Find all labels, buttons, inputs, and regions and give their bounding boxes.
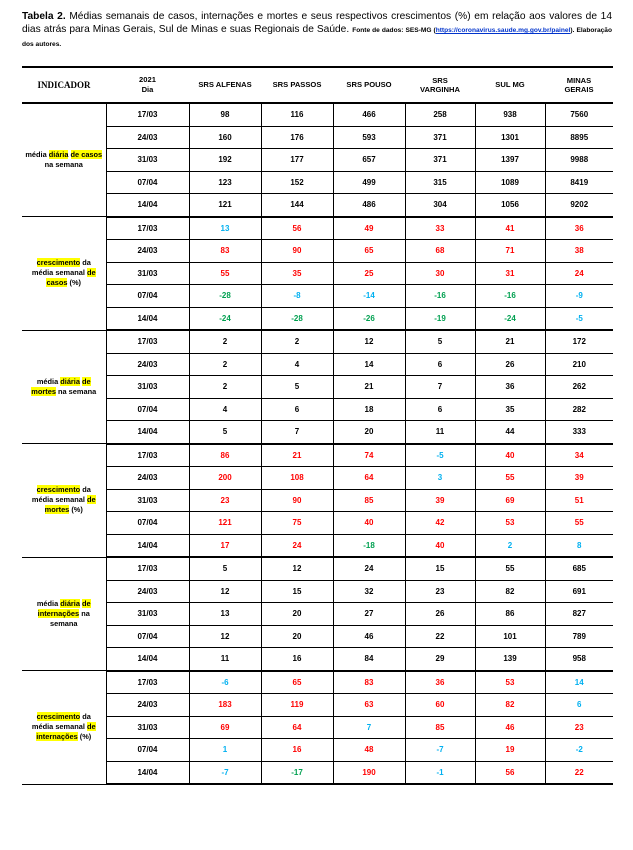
indicator-label-part: da média semanal: [31, 485, 91, 505]
indicator-label-part: da média semanal: [31, 258, 91, 278]
value-cell: 40: [475, 444, 545, 467]
value-cell: 53: [475, 671, 545, 694]
header-col: SRS ALFENAS: [189, 67, 261, 103]
value-cell: 6: [405, 398, 475, 421]
date-cell: 17/03: [106, 330, 189, 353]
header-year: 2021: [139, 75, 156, 84]
table-row: [22, 171, 613, 194]
date-cell: 24/03: [106, 353, 189, 376]
value-cell: 34: [545, 444, 613, 467]
value-cell: -1: [405, 761, 475, 784]
indicator-label-part: de internações: [36, 722, 96, 742]
indicator-label: [22, 330, 106, 444]
table-row: [22, 194, 613, 217]
table-row: [22, 467, 613, 490]
table-row: [22, 262, 613, 285]
table-row: [22, 330, 613, 353]
value-cell: 23: [405, 580, 475, 603]
value-cell: 68: [405, 240, 475, 263]
table-row: [22, 103, 613, 126]
date-cell: 14/04: [106, 534, 189, 557]
value-cell: 53: [475, 512, 545, 535]
value-cell: 36: [475, 376, 545, 399]
value-cell: -17: [261, 761, 333, 784]
value-cell: 9202: [545, 194, 613, 217]
date-cell: 31/03: [106, 376, 189, 399]
value-cell: 39: [405, 489, 475, 512]
value-cell: 55: [189, 262, 261, 285]
date-cell: 31/03: [106, 603, 189, 626]
table-row: [22, 694, 613, 717]
header-col: SRS VARGINHA: [405, 67, 475, 103]
value-cell: 7560: [545, 103, 613, 126]
table-row: [22, 716, 613, 739]
value-cell: 1: [189, 739, 261, 762]
value-cell: 46: [475, 716, 545, 739]
value-cell: -26: [333, 307, 405, 330]
value-cell: 8: [545, 534, 613, 557]
value-cell: 15: [405, 557, 475, 580]
date-cell: 17/03: [106, 444, 189, 467]
value-cell: 90: [261, 240, 333, 263]
date-cell: 24/03: [106, 240, 189, 263]
value-cell: 18: [333, 398, 405, 421]
value-cell: 789: [545, 625, 613, 648]
value-cell: 371: [405, 149, 475, 172]
value-cell: 33: [405, 217, 475, 240]
value-cell: 11: [189, 648, 261, 671]
value-cell: 25: [333, 262, 405, 285]
indicator-label: [22, 671, 106, 785]
value-cell: 262: [545, 376, 613, 399]
value-cell: 160: [189, 126, 261, 149]
value-cell: 31: [475, 262, 545, 285]
value-cell: 13: [189, 217, 261, 240]
value-cell: 333: [545, 421, 613, 444]
value-cell: 85: [405, 716, 475, 739]
value-cell: -8: [261, 285, 333, 308]
table-row: [22, 603, 613, 626]
value-cell: 17: [189, 534, 261, 557]
value-cell: 35: [261, 262, 333, 285]
value-cell: 71: [475, 240, 545, 263]
value-cell: 123: [189, 171, 261, 194]
date-cell: 31/03: [106, 262, 189, 285]
value-cell: 2: [189, 376, 261, 399]
indicator-label-part: diária: [48, 150, 69, 159]
date-cell: 17/03: [106, 103, 189, 126]
value-cell: 190: [333, 761, 405, 784]
date-cell: 17/03: [106, 557, 189, 580]
value-cell: 21: [261, 444, 333, 467]
value-cell: 3: [405, 467, 475, 490]
table-row: [22, 580, 613, 603]
value-cell: -24: [475, 307, 545, 330]
date-cell: 14/04: [106, 307, 189, 330]
value-cell: 1301: [475, 126, 545, 149]
value-cell: -7: [405, 739, 475, 762]
value-cell: 108: [261, 467, 333, 490]
value-cell: 121: [189, 512, 261, 535]
date-cell: 31/03: [106, 149, 189, 172]
value-cell: 30: [405, 262, 475, 285]
indicator-label-part: de mortes: [31, 376, 91, 396]
value-cell: 55: [545, 512, 613, 535]
date-cell: 24/03: [106, 580, 189, 603]
indicator-label: [22, 444, 106, 558]
date-cell: 14/04: [106, 194, 189, 217]
value-cell: 69: [475, 489, 545, 512]
value-cell: 2: [475, 534, 545, 557]
value-cell: 1397: [475, 149, 545, 172]
value-cell: 2: [261, 330, 333, 353]
value-cell: 5: [189, 557, 261, 580]
value-cell: 12: [189, 625, 261, 648]
value-cell: 12: [261, 557, 333, 580]
header-col: SUL MG: [475, 67, 545, 103]
value-cell: 11: [405, 421, 475, 444]
value-cell: -14: [333, 285, 405, 308]
indicator-label: [22, 103, 106, 217]
value-cell: 5: [189, 421, 261, 444]
value-cell: 593: [333, 126, 405, 149]
header-indicador: INDICADOR: [22, 67, 106, 103]
date-cell: 24/03: [106, 467, 189, 490]
header-row: [22, 67, 613, 103]
indicator-label-part: média: [36, 376, 61, 386]
table-row: [22, 534, 613, 557]
value-cell: -6: [189, 671, 261, 694]
value-cell: 51: [545, 489, 613, 512]
value-cell: 65: [261, 671, 333, 694]
value-cell: 172: [545, 330, 613, 353]
value-cell: 691: [545, 580, 613, 603]
date-cell: 31/03: [106, 489, 189, 512]
value-cell: -16: [405, 285, 475, 308]
value-cell: 14: [545, 671, 613, 694]
value-cell: 1089: [475, 171, 545, 194]
indicator-label-part: de casos: [70, 150, 103, 159]
value-cell: 8419: [545, 171, 613, 194]
date-cell: 14/04: [106, 648, 189, 671]
value-cell: 685: [545, 557, 613, 580]
date-cell: 07/04: [106, 285, 189, 308]
value-cell: 36: [545, 217, 613, 240]
date-cell: 24/03: [106, 694, 189, 717]
date-cell: 07/04: [106, 625, 189, 648]
value-cell: -5: [545, 307, 613, 330]
value-cell: 6: [261, 398, 333, 421]
indicator-label-part: (%): [69, 505, 83, 515]
date-cell: 24/03: [106, 126, 189, 149]
value-cell: 24: [333, 557, 405, 580]
indicator-label-part: média: [36, 598, 61, 608]
table-row: [22, 240, 613, 263]
value-cell: 63: [333, 694, 405, 717]
indicator-label-part: de casos: [46, 268, 96, 288]
value-cell: 35: [475, 398, 545, 421]
value-cell: 32: [333, 580, 405, 603]
value-cell: 23: [189, 489, 261, 512]
value-cell: 20: [261, 625, 333, 648]
value-cell: 210: [545, 353, 613, 376]
value-cell: 55: [475, 557, 545, 580]
value-cell: 7: [333, 716, 405, 739]
value-cell: -18: [333, 534, 405, 557]
value-cell: 486: [333, 194, 405, 217]
table-caption: [22, 10, 612, 51]
value-cell: -24: [189, 307, 261, 330]
indicator-label-part: na semana: [55, 386, 97, 396]
indicator-label-part: diária: [60, 376, 80, 386]
value-cell: 282: [545, 398, 613, 421]
value-cell: 16: [261, 648, 333, 671]
value-cell: 183: [189, 694, 261, 717]
value-cell: 466: [333, 103, 405, 126]
value-cell: -16: [475, 285, 545, 308]
table-row: [22, 444, 613, 467]
value-cell: 98: [189, 103, 261, 126]
value-cell: 9988: [545, 149, 613, 172]
value-cell: 16: [261, 739, 333, 762]
value-cell: 152: [261, 171, 333, 194]
value-cell: 958: [545, 648, 613, 671]
value-cell: 74: [333, 444, 405, 467]
value-cell: 56: [261, 217, 333, 240]
value-cell: 27: [333, 603, 405, 626]
date-cell: 07/04: [106, 398, 189, 421]
header-dia: Dia: [141, 85, 154, 94]
table-row: [22, 512, 613, 535]
value-cell: 19: [475, 739, 545, 762]
value-cell: 90: [261, 489, 333, 512]
value-cell: -7: [189, 761, 261, 784]
date-cell: 17/03: [106, 671, 189, 694]
value-cell: 24: [261, 534, 333, 557]
header-col: SRS POUSO: [333, 67, 405, 103]
value-cell: 12: [333, 330, 405, 353]
value-cell: 121: [189, 194, 261, 217]
value-cell: 26: [475, 353, 545, 376]
value-cell: -5: [405, 444, 475, 467]
value-cell: 5: [261, 376, 333, 399]
date-cell: 17/03: [106, 217, 189, 240]
table-row: [22, 421, 613, 444]
value-cell: 75: [261, 512, 333, 535]
indicator-label-part: crescimento: [36, 712, 81, 722]
table-row: [22, 625, 613, 648]
value-cell: 315: [405, 171, 475, 194]
caption-text: Médias semanais de casos, internações e mortes e seus respectivos crescimentos (%) em relação aos valores de 14 dias atrás para Minas Gerais, Sul de Minas e suas Regionais de Saúde.: [22, 11, 612, 35]
header-col: MINAS GERAIS: [545, 67, 613, 103]
value-cell: 49: [333, 217, 405, 240]
table-row: [22, 217, 613, 240]
caption-label: Tabela 2.: [22, 11, 66, 22]
value-cell: 499: [333, 171, 405, 194]
value-cell: 40: [405, 534, 475, 557]
value-cell: 41: [475, 217, 545, 240]
value-cell: 21: [333, 376, 405, 399]
value-cell: 46: [333, 625, 405, 648]
value-cell: 116: [261, 103, 333, 126]
value-cell: 84: [333, 648, 405, 671]
indicator-label-part: de mortes: [44, 495, 96, 515]
value-cell: 40: [333, 512, 405, 535]
table-row: [22, 398, 613, 421]
value-cell: 258: [405, 103, 475, 126]
value-cell: 6: [545, 694, 613, 717]
date-cell: 14/04: [106, 761, 189, 784]
value-cell: 64: [333, 467, 405, 490]
data-table: [22, 66, 613, 785]
value-cell: 144: [261, 194, 333, 217]
value-cell: 8895: [545, 126, 613, 149]
value-cell: 5: [405, 330, 475, 353]
value-cell: 86: [189, 444, 261, 467]
value-cell: 177: [261, 149, 333, 172]
indicator-label: [22, 557, 106, 671]
indicator-label-part: de internações: [37, 598, 91, 618]
value-cell: 85: [333, 489, 405, 512]
value-cell: 4: [261, 353, 333, 376]
indicator-label-part: crescimento: [36, 485, 81, 495]
table-row: [22, 557, 613, 580]
value-cell: 83: [333, 671, 405, 694]
value-cell: -2: [545, 739, 613, 762]
value-cell: 13: [189, 603, 261, 626]
value-cell: 4: [189, 398, 261, 421]
source-link[interactable]: https://coronavirus.saude.mg.gov.br/painel: [435, 27, 571, 34]
header-date: [106, 67, 189, 103]
value-cell: 2: [189, 330, 261, 353]
table-row: [22, 126, 613, 149]
table-row: [22, 761, 613, 784]
value-cell: 371: [405, 126, 475, 149]
table-row: [22, 353, 613, 376]
source-suffix: ). Elaboração dos autores.: [22, 27, 612, 48]
table-row: [22, 307, 613, 330]
value-cell: 192: [189, 149, 261, 172]
value-cell: 12: [189, 580, 261, 603]
indicator-label-part: (%): [67, 278, 82, 288]
indicator-label-part: da média semanal: [31, 712, 91, 732]
table-row: [22, 739, 613, 762]
indicator-label-part: (%): [77, 732, 92, 742]
value-cell: 65: [333, 240, 405, 263]
value-cell: 42: [405, 512, 475, 535]
value-cell: -9: [545, 285, 613, 308]
indicator-label-part: crescimento: [36, 258, 81, 268]
value-cell: 101: [475, 625, 545, 648]
indicator-label-part: na semana: [44, 160, 83, 169]
table-row: [22, 489, 613, 512]
value-cell: 64: [261, 716, 333, 739]
value-cell: 56: [475, 761, 545, 784]
source-prefix: Fonte de dados: SES-MG (: [352, 27, 436, 34]
value-cell: 38: [545, 240, 613, 263]
indicator-label-part: média: [25, 150, 49, 159]
value-cell: 69: [189, 716, 261, 739]
value-cell: 29: [405, 648, 475, 671]
header-col: SRS PASSOS: [261, 67, 333, 103]
value-cell: -28: [189, 285, 261, 308]
value-cell: 20: [261, 603, 333, 626]
value-cell: 938: [475, 103, 545, 126]
value-cell: 55: [475, 467, 545, 490]
indicator-label-part: na semana: [49, 608, 90, 628]
value-cell: 44: [475, 421, 545, 444]
date-cell: 31/03: [106, 716, 189, 739]
value-cell: 176: [261, 126, 333, 149]
value-cell: 827: [545, 603, 613, 626]
value-cell: 39: [545, 467, 613, 490]
value-cell: 2: [189, 353, 261, 376]
value-cell: 23: [545, 716, 613, 739]
value-cell: 36: [405, 671, 475, 694]
value-cell: 139: [475, 648, 545, 671]
indicator-label-part: diária: [60, 598, 80, 608]
table-row: [22, 671, 613, 694]
table-row: [22, 149, 613, 172]
table-row: [22, 376, 613, 399]
value-cell: -28: [261, 307, 333, 330]
value-cell: -19: [405, 307, 475, 330]
value-cell: 200: [189, 467, 261, 490]
date-cell: 07/04: [106, 512, 189, 535]
value-cell: 86: [475, 603, 545, 626]
value-cell: 60: [405, 694, 475, 717]
date-cell: 07/04: [106, 171, 189, 194]
indicator-label: [22, 217, 106, 331]
value-cell: 22: [545, 761, 613, 784]
value-cell: 26: [405, 603, 475, 626]
value-cell: 48: [333, 739, 405, 762]
date-cell: 07/04: [106, 739, 189, 762]
value-cell: 7: [405, 376, 475, 399]
value-cell: 21: [475, 330, 545, 353]
value-cell: 6: [405, 353, 475, 376]
value-cell: 657: [333, 149, 405, 172]
value-cell: 119: [261, 694, 333, 717]
value-cell: 24: [545, 262, 613, 285]
value-cell: 82: [475, 694, 545, 717]
value-cell: 14: [333, 353, 405, 376]
value-cell: 83: [189, 240, 261, 263]
date-cell: 14/04: [106, 421, 189, 444]
value-cell: 82: [475, 580, 545, 603]
value-cell: 7: [261, 421, 333, 444]
value-cell: 1056: [475, 194, 545, 217]
table-row: [22, 648, 613, 671]
value-cell: 20: [333, 421, 405, 444]
value-cell: 22: [405, 625, 475, 648]
table-row: [22, 285, 613, 308]
value-cell: 304: [405, 194, 475, 217]
value-cell: 15: [261, 580, 333, 603]
